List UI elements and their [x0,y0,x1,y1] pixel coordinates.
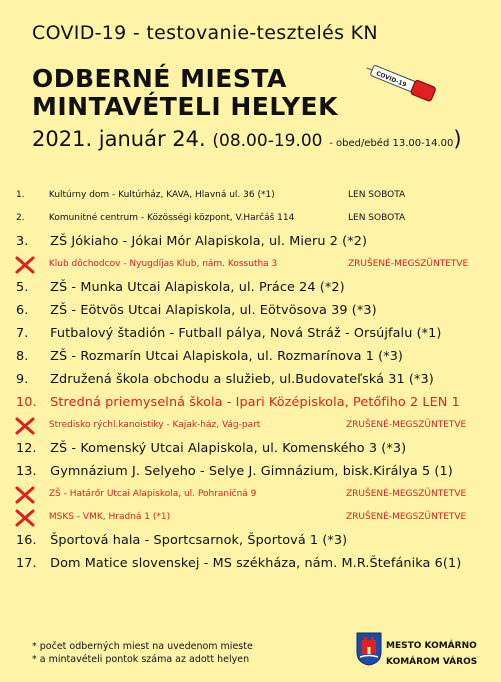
footnote-sk: * počet odberných miest na uvedenom mieste [32,641,253,652]
item-number: 1. [16,190,25,200]
list-item-highlighted [14,391,499,414]
list-item [14,368,499,391]
list-item [14,207,499,230]
list-item [14,529,499,552]
item-text: MSKS - VMK, Hradná 1 (*1) [48,512,171,522]
city-name [386,638,477,670]
item-text: ZŠ - Komenský Utcai Alapiskola, ul. Komenského 3 (*3) [50,441,407,456]
item-number: 10. [16,395,37,410]
list-item [14,437,499,460]
cancelled-x-icon [14,256,36,274]
item-text: Gymnázium J. Selyeho - Selye J. Gimnázium, bisk.Királya 5 (1) [50,464,453,479]
city-coat-of-arms-icon [356,632,382,666]
item-number: 6. [16,303,29,318]
opening-hours: (08.00-19.00 [212,131,323,151]
cancelled-x-icon [14,417,36,435]
item-text: ZŠ - Rozmarín Utcai Alapiskola, ul. Rozmarínova 1 (*3) [50,349,404,364]
footnote-hu: * a mintavételi pontok száma az adott helyen [32,654,250,665]
item-text: Dom Matice slovenskej - MS székháza, nám. M.R.Štefánika 6(1) [50,556,462,571]
test-swab-icon [365,62,445,108]
item-text: ZŠ Jókiaho - Jókai Mór Alapiskola, ul. Mieru 2 (*2) [50,234,368,249]
item-text: ZŠ - Munka Utcai Alapiskola, ul. Práce 24 (*2) [50,280,345,295]
footnotes [32,640,253,666]
top-heading: COVID-19 - testovanie-tesztelés KN [32,22,378,44]
list-item [14,276,499,299]
cancelled-x-icon [14,486,36,504]
item-text: Klub dôchodcov - Nyugdíjas Klub, nám. Kossutha 3 [48,259,278,269]
closing-paren: ) [453,127,462,151]
item-text: Kultúrny dom - Kultúrház, KAVA, Hlavná ul. 36 (*1) [48,190,275,200]
item-number: 3. [16,234,29,249]
list-item-cancelled [14,414,499,437]
item-text: Stredisko rýchl.kanoistiky - Kajak-ház, Vág-part [48,420,261,430]
item-number: 8. [16,349,29,364]
list-item-cancelled [14,483,499,506]
title-hungarian: MINTAVÉTELI HELYEK [32,92,338,121]
list-item [14,230,499,253]
item-text: Združená škola obchodu a služieb, ul.Budovateľská 31 (*3) [50,372,434,387]
item-number: 13. [16,464,37,479]
title-slovak: ODBERNÉ MIESTA [32,64,287,93]
city-name-sk: MESTO KOMÁRNO [386,641,477,651]
item-tag: ZRUŠENÉ-MEGSZÜNTETVE [346,489,467,499]
list-item [14,299,499,322]
list-item-cancelled [14,506,499,529]
item-text: Komunitné centrum - Közösségi központ, V.Harčáš 114 [48,213,295,223]
item-number: 12. [16,441,37,456]
item-number: 16. [16,533,37,548]
list-item [14,460,499,483]
testing-sites-list [14,184,499,575]
item-text: ZŠ - Eötvös Utcai Alapiskola, ul. Eötvösova 39 (*3) [50,303,377,318]
item-tag: ZRUŠENÉ-MEGSZÜNTETVE [346,420,467,430]
list-item [14,552,499,575]
item-text: Futbalový štadión - Futball pálya, Nová Stráž - Orsújfalu (*1) [50,326,442,341]
item-tag: LEN SOBOTA [348,190,406,200]
date: 2021. január 24. [32,127,206,151]
item-tag: LEN SOBOTA [348,213,406,223]
item-number: 9. [16,372,29,387]
list-item [14,345,499,368]
item-number: 2. [16,213,25,223]
list-item-cancelled [14,253,499,276]
city-name-hu: KOMÁROM VÁROS [386,657,478,667]
item-tag: ZRUŠENÉ-MEGSZÜNTETVE [346,512,467,522]
item-tag: ZRUŠENÉ-MEGSZÜNTETVE [348,259,469,269]
swab-label: COVID-19 [374,70,408,89]
list-item [14,322,499,345]
item-text: Športová hala - Sportcsarnok, Športová 1 (*3) [50,533,348,548]
item-text: Stredná priemyselná škola - Ipari Középiskola, Petőfiho 2 LEN 1 [50,395,460,410]
item-number: 7. [16,326,29,341]
item-number: 5. [16,280,29,295]
cancelled-x-icon [14,509,36,527]
item-number: 17. [16,556,37,571]
break-hours: - obed/ebéd 13.00-14.00 [329,138,454,149]
item-text: ZŠ - Határőr Utcai Alapiskola, ul. Pohraničná 9 [48,489,257,499]
date-line [32,127,462,151]
list-item [14,184,499,207]
